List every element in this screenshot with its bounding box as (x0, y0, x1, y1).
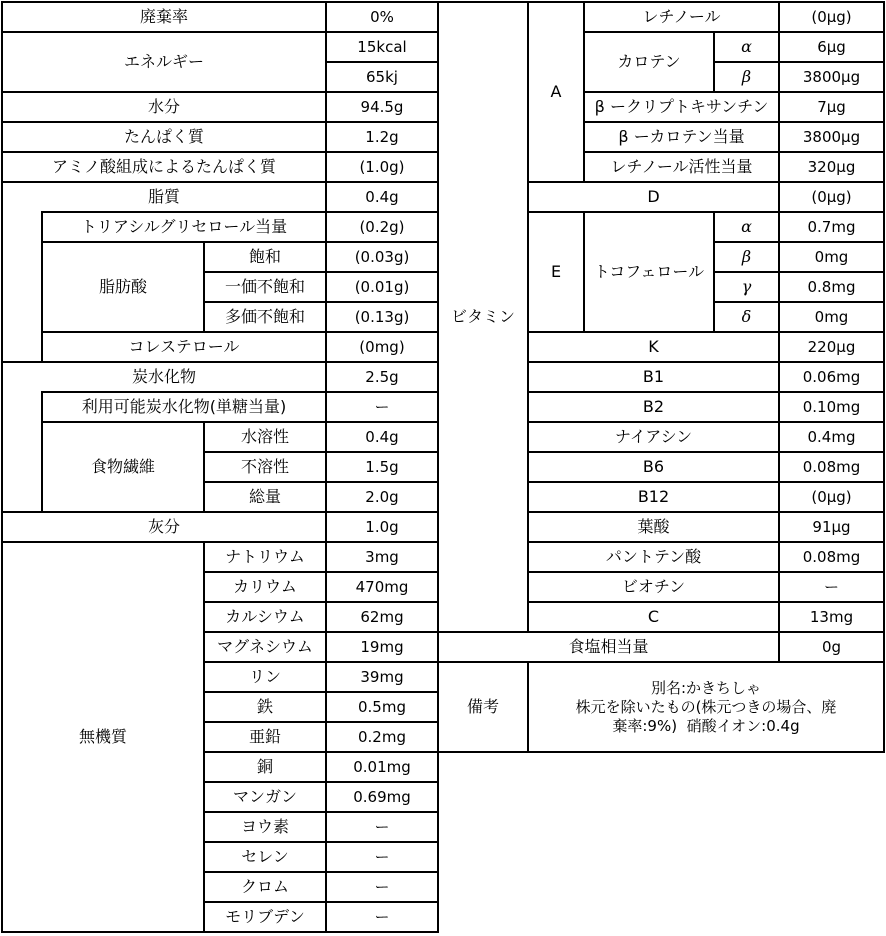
grid-line-h (713, 61, 885, 63)
value-mineral: 19mg (360, 638, 404, 656)
value-mineral: ー (374, 848, 390, 866)
value-vitamin-niacin: 0.4mg (807, 428, 856, 446)
grid-line-h (1, 1, 439, 3)
grid-line-h (1, 151, 439, 153)
remarks-line1: 別名:かきちしゃ (650, 678, 762, 697)
grid-line-h (1, 511, 439, 513)
label-mineral: モリブデン (225, 907, 305, 927)
grid-line-h (527, 421, 885, 423)
value-cholesterol: (0mg) (359, 338, 405, 356)
label-tocopherol-delta: δ (741, 307, 752, 327)
value-retinol: (0μg) (811, 8, 852, 26)
label-mineral: 亜鉛 (248, 727, 281, 747)
grid-line-h (203, 571, 439, 573)
grid-line-h (1, 931, 439, 933)
value-cryptoxanthin: 7μg (817, 98, 846, 116)
grid-line-h (203, 481, 439, 483)
value-salt: 0g (821, 638, 842, 656)
grid-line-h (203, 691, 439, 693)
grid-line-v (527, 1, 529, 633)
value-mineral: ー (374, 818, 390, 836)
label-poly: 多価不飽和 (224, 307, 305, 327)
label-vitamin-niacin: ナイアシン (614, 427, 693, 447)
grid-line-h (203, 751, 439, 753)
grid-line-h (527, 181, 885, 183)
value-haikiritsu: 0% (370, 8, 394, 26)
label-vitamin-d: D (647, 187, 660, 207)
value-fiber-total: 2.0g (365, 488, 399, 506)
label-vitamin-e: E (550, 262, 562, 282)
label-amino-protein: アミノ酸組成によるたんぱく質 (51, 157, 276, 177)
grid-line-v (527, 661, 529, 753)
label-vitamin-b2: B2 (642, 397, 665, 417)
label-vitamin-b6: B6 (642, 457, 665, 477)
grid-line-h (583, 91, 885, 93)
grid-line-h (203, 841, 439, 843)
grid-line-h (41, 241, 439, 243)
grid-line-h (203, 631, 439, 633)
grid-line-h (583, 151, 885, 153)
value-mineral: 62mg (360, 608, 404, 626)
value-vitamin-pantothenic: 0.08mg (802, 548, 861, 566)
grid-line-h (203, 901, 439, 903)
value-vitamin-b12: (0μg) (811, 488, 852, 506)
grid-line-h (583, 31, 885, 33)
grid-line-h (203, 601, 439, 603)
label-mineral: ヨウ素 (240, 817, 289, 837)
grid-line-h (527, 451, 885, 453)
grid-line-h (527, 511, 885, 513)
label-beta-carotene-eq: β ーカロテン当量 (618, 127, 745, 147)
grid-line-h (203, 871, 439, 873)
grid-line-v (41, 211, 43, 363)
value-vitamin-c: 13mg (809, 608, 854, 626)
value-mineral: ー (374, 908, 390, 926)
label-vitamin-folate: 葉酸 (637, 517, 670, 537)
label-fiber-soluble: 水溶性 (240, 427, 289, 447)
value-mineral: 39mg (360, 668, 404, 686)
label-mineral: カルシウム (225, 607, 305, 627)
remarks-text (528, 662, 884, 752)
label-vitamin-k: K (648, 337, 659, 357)
grid-line-h (527, 481, 885, 483)
grid-line-v (583, 1, 585, 183)
grid-line-v (713, 31, 715, 93)
label-tocopherol-gamma: γ (741, 277, 752, 297)
grid-line-v (203, 541, 205, 933)
grid-line-h (1, 361, 439, 363)
grid-line-h (527, 331, 885, 333)
grid-line-h (583, 121, 885, 123)
value-mineral: 470mg (355, 578, 409, 596)
label-tocopherol-alpha: α (741, 217, 752, 237)
grid-line-h (527, 391, 885, 393)
grid-line-h (203, 721, 439, 723)
label-available-carb: 利用可能炭水化物(単糖当量) (81, 397, 287, 417)
value-vitamin-b2: 0.10mg (802, 398, 861, 416)
value-mineral: 0.69mg (353, 788, 411, 806)
value-vitamin-folate: 91μg (812, 518, 851, 536)
grid-line-v (883, 1, 885, 753)
value-carotene-alpha: 6μg (817, 38, 846, 56)
value-vitamin-b6: 0.08mg (802, 458, 861, 476)
grid-line-h (527, 601, 885, 603)
grid-line-v (713, 211, 715, 333)
label-fiber-insoluble: 不溶性 (240, 457, 289, 477)
label-mineral: ナトリウム (225, 547, 305, 567)
value-vitamin-b1: 0.06mg (802, 368, 861, 386)
value-beta-carotene-eq: 3800μg (802, 128, 861, 146)
label-energy: エネルギー (123, 52, 204, 72)
label-vitamin-b12: B12 (637, 487, 670, 507)
grid-line-h (41, 421, 439, 423)
grid-line-v (203, 241, 205, 333)
value-vitamin-biotin: ー (823, 578, 839, 596)
label-haikiritsu: 廃棄率 (139, 7, 188, 27)
label-carotene-alpha: α (741, 37, 752, 57)
grid-line-h (203, 301, 439, 303)
grid-line-h (527, 361, 885, 363)
grid-line-h (41, 211, 439, 213)
label-vitamin-b1: B1 (642, 367, 665, 387)
grid-line-h (527, 211, 885, 213)
grid-line-h (437, 661, 885, 663)
value-mineral: 0.2mg (358, 728, 406, 746)
grid-line-v (325, 1, 327, 933)
value-mineral: 0.01mg (353, 758, 411, 776)
grid-line-h (713, 301, 885, 303)
value-fiber-insoluble: 1.5g (365, 458, 399, 476)
label-mineral: マグネシウム (217, 637, 313, 657)
label-mineral: マンガン (232, 787, 297, 807)
label-retinol-activity: レチノール活性当量 (610, 157, 753, 177)
label-mineral: 鉄 (256, 697, 273, 717)
label-vitamin-biotin: ビオチン (621, 577, 686, 597)
value-mineral: ー (374, 878, 390, 896)
grid-line-v (203, 421, 205, 513)
label-carotene: カロテン (617, 52, 681, 72)
remarks-line2: 株元を除いたもの(株元つきの場合、廃 (575, 697, 837, 716)
label-protein: たんぱく質 (123, 127, 204, 147)
value-protein: 1.2g (365, 128, 399, 146)
grid-line-h (1, 91, 439, 93)
label-retinol: レチノール (642, 7, 721, 27)
label-vitamin-pantothenic: パントテン酸 (605, 547, 702, 567)
label-tocopherol-beta: β (741, 247, 752, 267)
value-mineral: 0.5mg (358, 698, 406, 716)
label-remarks: 備考 (466, 697, 499, 717)
label-vitamin-a: A (550, 82, 562, 102)
label-carbohydrate: 炭水化物 (131, 367, 196, 387)
value-water: 94.5g (360, 98, 404, 116)
grid-line-h (713, 271, 885, 273)
value-poly: (0.13g) (354, 308, 410, 326)
label-mineral: 銅 (256, 757, 273, 777)
grid-line-h (1, 121, 439, 123)
value-ash: 1.0g (365, 518, 399, 536)
grid-line-h (527, 541, 885, 543)
value-energy-kj: 65kj (366, 68, 398, 86)
label-mineral: リン (248, 667, 281, 687)
grid-line-h (203, 781, 439, 783)
label-fiber: 食物繊維 (90, 457, 155, 477)
grid-line-h (1, 541, 439, 543)
label-mineral: セレン (241, 847, 289, 867)
value-vitamin-k: 220μg (807, 338, 856, 356)
value-carbohydrate: 2.5g (365, 368, 399, 386)
value-triacylglycerol: (0.2g) (359, 218, 405, 236)
value-retinol-activity: 320μg (807, 158, 856, 176)
label-mineral: クロム (240, 877, 289, 897)
grid-line-h (203, 271, 439, 273)
grid-line-h (713, 241, 885, 243)
label-minerals: 無機質 (78, 727, 127, 747)
remarks-line3: 棄率:9%) 硝酸イオン:0.4g (612, 716, 800, 735)
grid-line-h (203, 451, 439, 453)
value-energy-kcal: 15kcal (357, 38, 407, 56)
value-tocopherol-delta: 0mg (814, 308, 849, 326)
value-tocopherol-alpha: 0.7mg (807, 218, 856, 236)
label-vitamin-c: C (647, 607, 660, 627)
label-fiber-total: 総量 (248, 487, 281, 507)
value-available-carb: ー (374, 398, 390, 416)
value-fiber-soluble: 0.4g (365, 428, 399, 446)
grid-line-h (437, 751, 885, 753)
value-carotene-beta: 3800μg (802, 68, 861, 86)
value-lipid: 0.4g (365, 188, 399, 206)
label-carotene-beta: β (741, 67, 752, 87)
value-vitamin-d: (0μg) (811, 188, 852, 206)
grid-line-v (583, 211, 585, 333)
grid-line-h (1, 31, 439, 33)
label-tocopherol: トコフェロール (593, 262, 705, 282)
label-mono: 一価不飽和 (224, 277, 305, 297)
label-water: 水分 (147, 97, 180, 117)
label-cryptoxanthin: β ークリプトキサンチン (594, 97, 769, 117)
label-salt: 食塩相当量 (568, 637, 649, 657)
label-saturated: 飽和 (248, 247, 281, 267)
value-amino-protein: (1.0g) (359, 158, 405, 176)
value-tocopherol-gamma: 0.8mg (807, 278, 856, 296)
grid-line-h (437, 631, 885, 633)
grid-line-v (41, 391, 43, 513)
value-mineral: 3mg (365, 548, 399, 566)
grid-line-h (437, 1, 885, 3)
grid-line-h (203, 811, 439, 813)
label-cholesterol: コレステロール (128, 337, 240, 357)
grid-line-h (1, 181, 439, 183)
label-vitamin: ビタミン (450, 307, 515, 327)
grid-line-v (778, 1, 780, 663)
label-ash: 灰分 (147, 517, 180, 537)
label-lipid: 脂質 (147, 187, 180, 207)
grid-line-h (41, 391, 439, 393)
label-fatty-acid: 脂肪酸 (98, 277, 147, 297)
value-tocopherol-beta: 0mg (814, 248, 849, 266)
grid-line-h (527, 571, 885, 573)
value-mono: (0.01g) (354, 278, 410, 296)
grid-line-v (1, 1, 3, 933)
grid-line-h (203, 661, 439, 663)
label-triacylglycerol: トリアシルグリセロール当量 (80, 217, 288, 237)
grid-line-h (325, 61, 439, 63)
label-mineral: カリウム (233, 577, 297, 597)
grid-line-h (41, 331, 439, 333)
value-saturated: (0.03g) (354, 248, 410, 266)
